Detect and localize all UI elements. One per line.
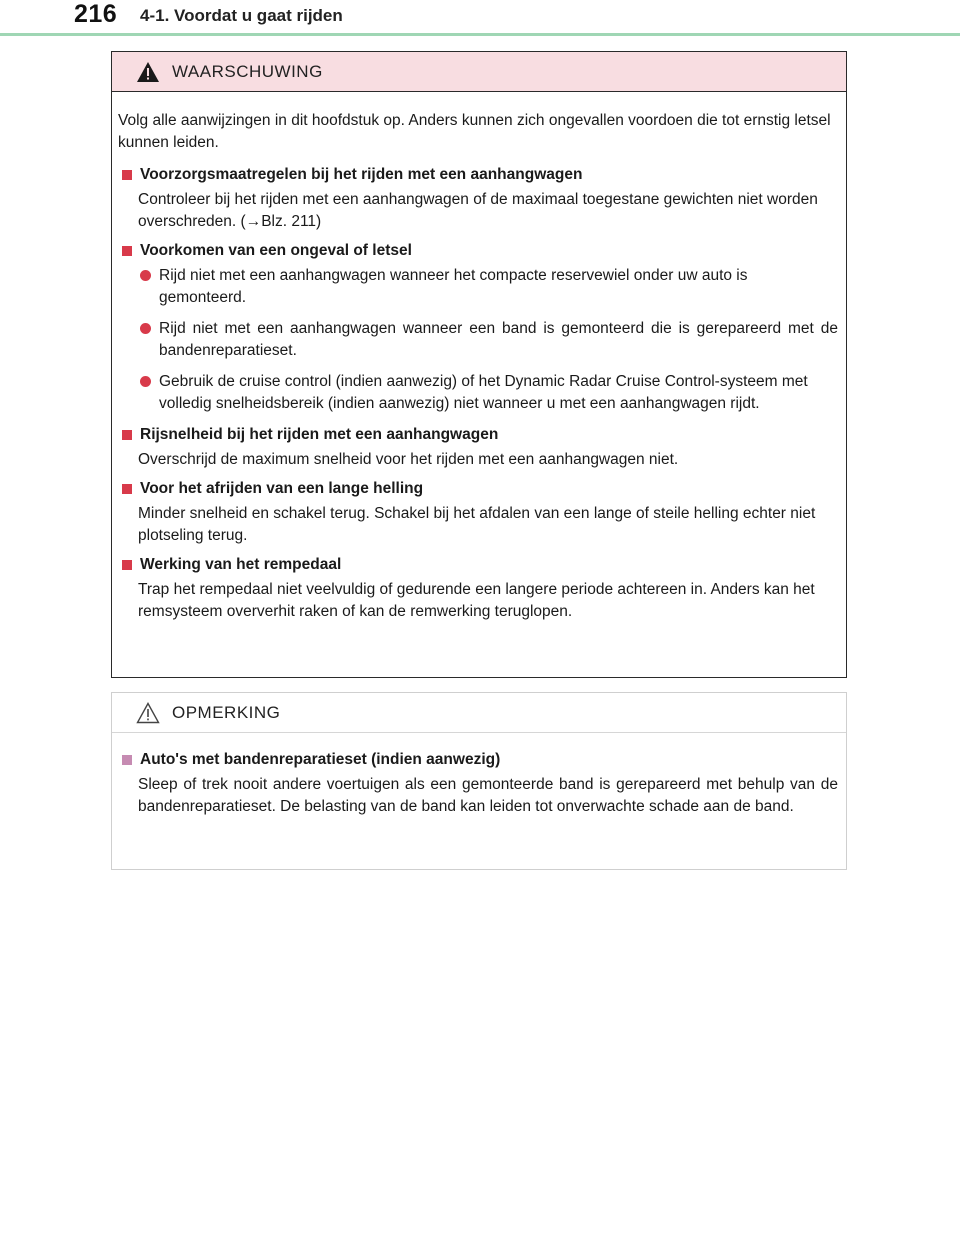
section-text: Minder snelheid en schakel terug. Schakel bij het afdalen van een lange of steile helling echter niet plotseling terug.: [138, 505, 816, 544]
notice-title: OPMERKING: [172, 702, 281, 722]
section-text: Sleep of trek nooit andere voertuigen als een gemonteerde band is gerepareerd met behulp van de bandenreparatieset. De belasting van de band kan leiden tot onverwachte schade aan de band.: [138, 776, 838, 815]
round-bullet-icon: [140, 376, 151, 387]
header-rule: [0, 33, 960, 36]
caution-triangle-icon: [136, 702, 160, 724]
page-number: 216: [74, 0, 118, 28]
square-bullet-icon: [122, 755, 132, 765]
bullet-item: [118, 371, 838, 415]
section-heading: [118, 164, 838, 186]
bullet-text: Rijd niet met een aanhangwagen wanneer een band is gemonteerd die is gerepareerd met de bandenreparatieset.: [159, 320, 838, 359]
warning-title: WAARSCHUWING: [172, 61, 323, 81]
square-bullet-icon: [122, 484, 132, 494]
section-heading: [118, 554, 838, 576]
section-title: 4-1. Voordat u gaat rijden: [140, 6, 343, 25]
square-bullet-icon: [122, 430, 132, 440]
warning-header: [112, 52, 846, 92]
notice-body: [112, 733, 846, 818]
heading-text: Voorkomen van een ongeval of letsel: [140, 242, 412, 259]
round-bullet-icon: [140, 323, 151, 334]
section-text: Overschrijd de maximum snelheid voor het rijden met een aanhangwagen niet.: [138, 451, 679, 468]
heading-text: Rijsnelheid bij het rijden met een aanhangwagen: [140, 426, 499, 443]
warning-intro: Volg alle aanwijzingen in dit hoofdstuk op. Anders kunnen zich ongevallen voordoen die tot ernstig letsel kunnen leiden.: [118, 112, 831, 151]
warning-body: [112, 92, 846, 623]
bullet-item: [118, 265, 838, 309]
square-bullet-icon: [122, 170, 132, 180]
section-heading: [118, 424, 838, 446]
heading-text: Auto's met bandenreparatieset (indien aanwezig): [140, 751, 501, 768]
section-heading: [118, 749, 838, 771]
section-heading: [118, 478, 838, 500]
round-bullet-icon: [140, 270, 151, 281]
notice-box: [111, 692, 847, 870]
square-bullet-icon: [122, 560, 132, 570]
bullet-text: Gebruik de cruise control (indien aanwezig) of het Dynamic Radar Cruise Control-systeem met volledig snelheidsbereik (indien aanwezig) niet wanneer u met een aanhangwagen rijdt.: [159, 373, 808, 412]
section-text: Controleer bij het rijden met een aanhangwagen of de maximaal toegestane gewichten niet worden overschreden. (→Blz. 211): [138, 191, 818, 230]
heading-text: Voorzorgsmaatregelen bij het rijden met een aanhangwagen: [140, 166, 583, 183]
square-bullet-icon: [122, 246, 132, 256]
heading-text: Voor het afrijden van een lange helling: [140, 480, 424, 497]
notice-header: [112, 693, 846, 733]
section-text: Trap het rempedaal niet veelvuldig of gedurende een langere periode achtereen in. Anders kan het remsysteem oververhit raken of kan de remwerking teruglopen.: [138, 581, 815, 620]
bullet-item: [118, 318, 838, 362]
warning-triangle-icon: [136, 61, 160, 83]
bullet-text: Rijd niet met een aanhangwagen wanneer het compacte reservewiel onder uw auto is gemonteerd.: [159, 267, 748, 306]
section-heading: [118, 240, 838, 262]
heading-text: Werking van het rempedaal: [140, 556, 342, 573]
warning-box: [111, 51, 847, 678]
